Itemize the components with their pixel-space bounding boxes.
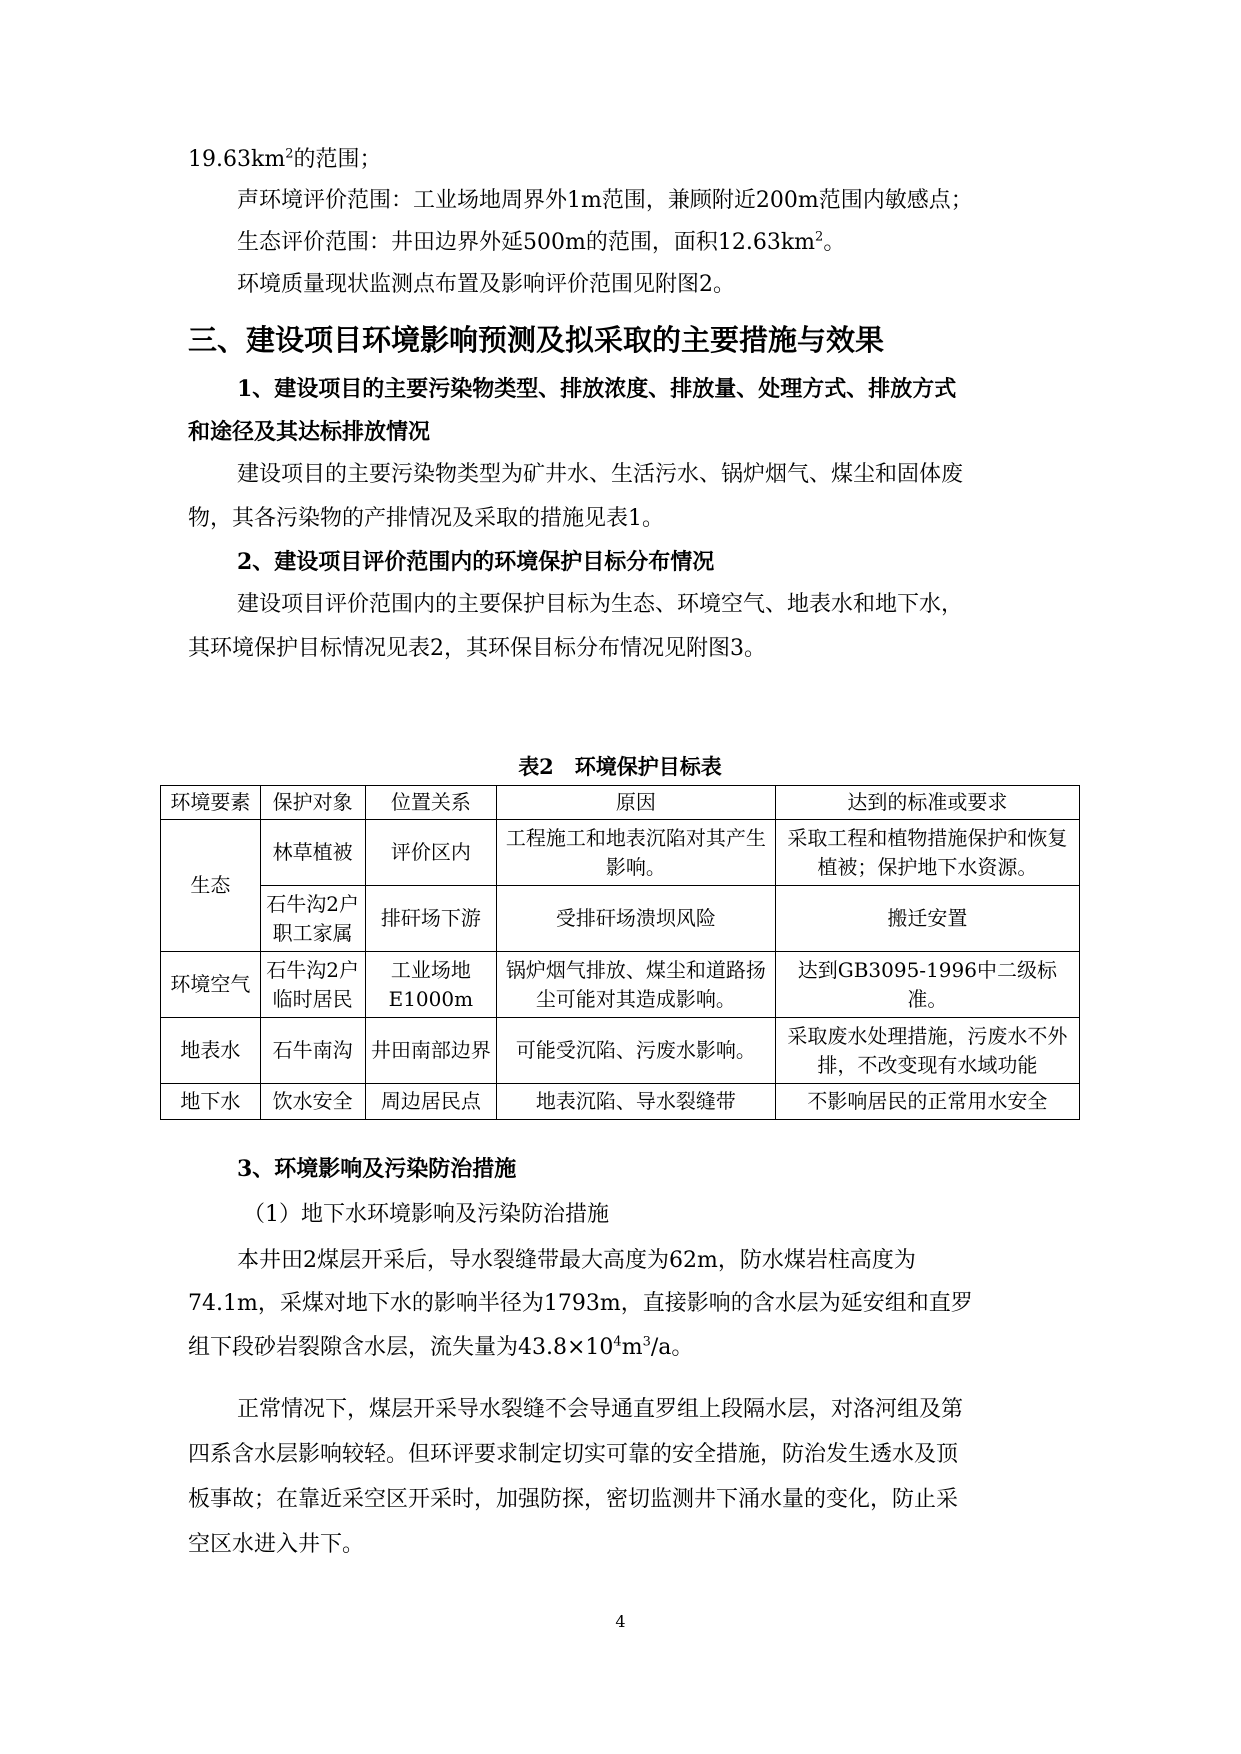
paragraph-line: 物，其各污染物的产排情况及采取的措施见表1。 [188,506,664,531]
paragraph-line: 74.1m，采煤对地下水的影响半径为1793m，直接影响的含水层为延安组和直罗 [188,1291,973,1316]
table-header: 环境要素 [161,786,261,820]
table-header: 达到的标准或要求 [775,786,1079,820]
paragraph-line: 建设项目评价范围内的主要保护目标为生态、环境空气、地表水和地下水， [237,592,964,617]
table-row [161,820,1080,886]
table-row [161,886,1080,952]
text: /a。 [650,1335,694,1360]
table-cell: 不影响居民的正常用水安全 [775,1084,1079,1120]
text: 生态评价范围：井田边界外延500m的范围，面积12.63km [237,230,816,255]
superscript: 4 [613,1334,622,1350]
paragraph-line: 其环境保护目标情况见表2，其环保目标分布情况见附图3。 [188,636,766,661]
text: m [621,1335,643,1360]
paragraph-line: 建设项目的主要污染物类型为矿井水、生活污水、锅炉烟气、煤尘和固体废 [237,462,964,487]
table-cell: 饮水安全 [260,1084,365,1120]
table-cell: 可能受沉陷、污废水影响。 [497,1018,776,1084]
paragraph-line: 空区水进入井下。 [188,1532,365,1557]
superscript: 3 [642,1334,651,1350]
paragraph-line: 正常情况下，煤层开采导水裂缝不会导通直罗组上段隔水层，对洛河组及第 [237,1397,964,1422]
text: 的范围； [293,147,382,172]
paragraph-line: 本井田2煤层开采后，导水裂缝带最大高度为62m，防水煤岩柱高度为 [237,1248,916,1273]
paragraph-line: 环境质量现状监测点布置及影响评价范围见附图2。 [237,272,735,297]
table-header: 保护对象 [260,786,365,820]
paragraph-line: 四系含水层影响较轻。但环评要求制定切实可靠的安全措施，防治发生透水及顶 [188,1442,959,1467]
table-cell: 达到GB3095-1996中二级标准。 [775,952,1079,1018]
table-cell: 搬迁安置 [775,886,1079,952]
table-cell: 工程施工和地表沉陷对其产生影响。 [497,820,776,886]
table-cell: 地表水 [161,1018,261,1084]
table-cell: 石牛沟2户临时居民 [260,952,365,1018]
environment-protection-table [160,785,1080,1120]
table-row [161,1084,1080,1120]
table-cell: 环境空气 [161,952,261,1018]
table-header-row [161,786,1080,820]
table-row [161,1018,1080,1084]
text: 组下段砂岩裂隙含水层，流失量为43.8×10 [188,1335,614,1360]
table-row [161,952,1080,1018]
table-cell: 评价区内 [365,820,497,886]
table-cell: 采取工程和植物措施保护和恢复植被；保护地下水资源。 [775,820,1079,886]
table-cell: 排矸场下游 [365,886,497,952]
table-caption: 表2 环境保护目标表 [518,754,722,779]
superscript: 2 [815,229,824,245]
subsection-heading: 和途径及其达标排放情况 [188,419,431,445]
subsection-heading: 1、建设项目的主要污染物类型、排放浓度、排放量、处理方式、排放方式 [237,376,957,402]
paragraph-line [188,1333,693,1363]
table-header: 原因 [497,786,776,820]
table-cell: 井田南部边界 [365,1018,497,1084]
subsection-heading: 3、环境影响及污染防治措施 [237,1156,517,1182]
paragraph-line [188,145,381,175]
table-cell: 林草植被 [260,820,365,886]
paragraph-line [237,228,845,258]
table-cell: 采取废水处理措施，污废水不外排，不改变现有水域功能 [775,1018,1079,1084]
table-cell: 石牛南沟 [260,1018,365,1084]
table-cell: 生态 [161,820,261,952]
table-cell: 地表沉陷、导水裂缝带 [497,1084,776,1120]
page-number: 4 [615,1612,626,1631]
text: 19.63km [188,147,286,172]
table-cell: 周边居民点 [365,1084,497,1120]
table-cell: 锅炉烟气排放、煤尘和道路扬尘可能对其造成影响。 [497,952,776,1018]
table-cell: 石牛沟2户职工家属 [260,886,365,952]
superscript: 2 [285,146,294,162]
table-cell: 受排矸场溃坝风险 [497,886,776,952]
table-cell: 地下水 [161,1084,261,1120]
text: 。 [823,230,846,255]
subsection-heading: 2、建设项目评价范围内的环境保护目标分布情况 [237,549,715,575]
section-heading: 三、建设项目环境影响预测及拟采取的主要措施与效果 [188,323,885,357]
table-cell: 工业场地E1000m [365,952,497,1018]
paragraph-line: 板事故；在靠近采空区开采时，加强防探，密切监测井下涌水量的变化，防止采 [188,1487,959,1512]
paragraph-line: 声环境评价范围：工业场地周界外1m范围，兼顾附近200m范围内敏感点； [237,188,973,213]
table-header: 位置关系 [365,786,497,820]
sub-subsection-heading: （1）地下水环境影响及污染防治措施 [243,1202,609,1227]
